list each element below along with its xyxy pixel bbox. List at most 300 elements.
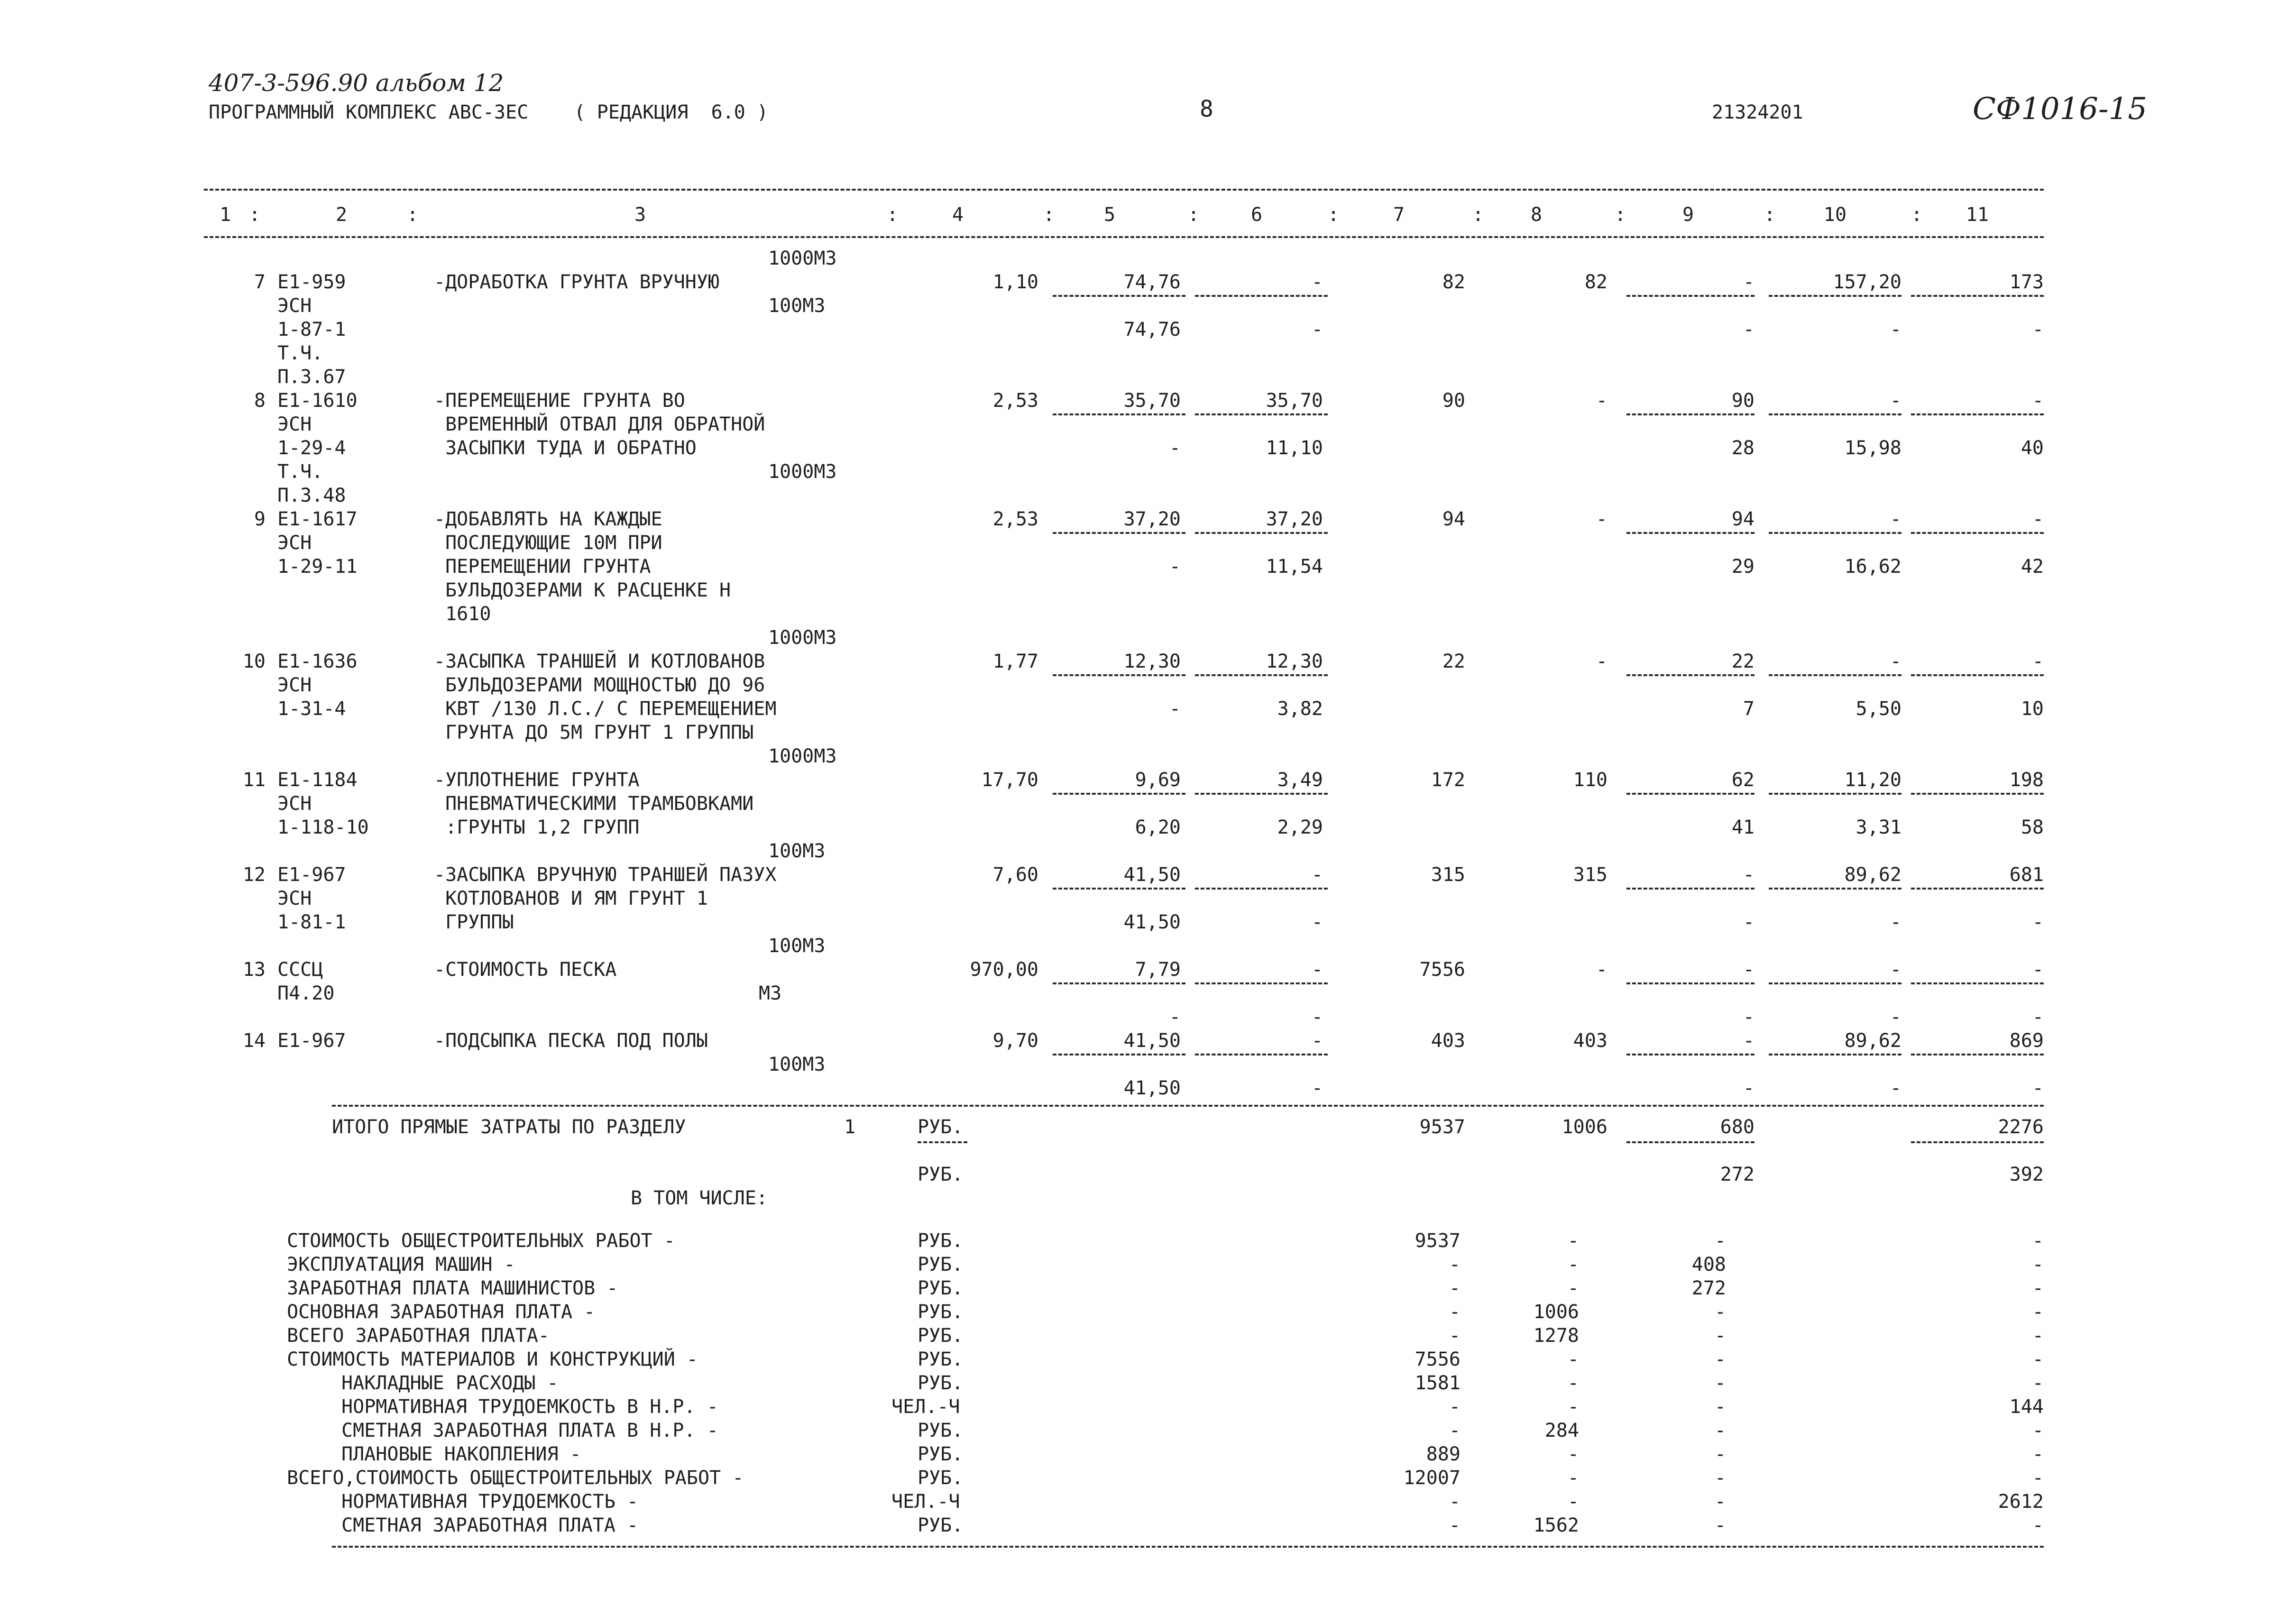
value-c6: - [1311,959,1323,981]
cell-divider [1626,674,1754,676]
value-c5: - [1169,1006,1181,1028]
total-c11: 2276 [1998,1116,2044,1138]
item-description: КВТ /130 Л.С./ С ПЕРЕМЕЩЕНИЕМ [434,698,777,720]
value-c9: - [1743,319,1754,340]
column-separator: : [249,204,261,226]
value-c4: 1,10 [992,271,1038,293]
summary-label: ВСЕГО,СТОИМОСТЬ ОБЩЕСТРОИТЕЛЬНЫХ РАБОТ - [287,1467,744,1489]
column-header-6: 6 [1250,204,1263,226]
value-c8: - [1596,959,1607,981]
item-code: ЭСН [277,532,312,554]
item-description: ГРУППЫ [434,911,514,933]
value-c11: - [2032,1006,2044,1028]
cell-divider [1195,413,1328,415]
column-header-3: 3 [634,204,646,226]
value-c6: 37,20 [1266,508,1323,530]
value-c5: 41,50 [1123,911,1181,933]
item-code: Е1-1617 [277,508,358,530]
value-c6: 12,30 [1266,651,1323,672]
unit-label: М3 [759,982,782,1004]
item-number: 7 [254,271,266,293]
value-c8: 403 [1573,1030,1607,1052]
value-c10: 3,31 [1855,817,1901,838]
item-code: Т.Ч. [277,342,323,364]
summary-c8: - [1567,1443,1579,1465]
summary-unit: РУБ. [918,1301,964,1323]
cell-divider [1626,1054,1754,1055]
value-c6: - [1311,1030,1323,1052]
value-c8: - [1596,651,1607,672]
total-c8: 1006 [1561,1116,1607,1138]
summary-c9: - [1714,1325,1726,1347]
total-c9: 680 [1720,1116,1754,1138]
summary-c7: - [1449,1325,1460,1347]
unit-label: 1000М3 [768,461,837,483]
summary-c9: - [1714,1230,1726,1252]
item-description: :ГРУНТЫ 1,2 ГРУПП [434,817,640,838]
value-c6: 11,10 [1266,437,1323,459]
value-c10: - [1890,1077,1901,1099]
summary-c8: - [1567,1254,1579,1275]
item-description: -ДОРАБОТКА ГРУНТА ВРУЧНУЮ [434,271,720,293]
summary-c11: - [2032,1277,2044,1299]
summary-c9: 272 [1691,1277,1726,1299]
handwritten-stamp: СФ1016-15 [1973,92,2148,127]
cell-divider [1053,888,1185,890]
page-number: 8 [1200,96,1213,122]
cell-divider [1053,532,1185,534]
value-c5: 35,70 [1123,390,1181,412]
item-description: -ЗАСЫПКА ТРАНШЕЙ И КОТЛОВАНОВ [434,651,765,672]
cell-divider [1195,1054,1328,1055]
unit-rub: РУБ. [918,1116,964,1138]
value-c10: 15,98 [1844,437,1901,459]
totals-label: ИТОГО ПРЯМЫЕ ЗАТРАТЫ ПО РАЗДЕЛУ [332,1116,686,1138]
summary-label: НОРМАТИВНАЯ ТРУДОЕМКОСТЬ В Н.Р. - [341,1396,718,1418]
summary-c11: - [2032,1372,2044,1394]
value-c11: - [2032,508,2044,530]
item-code: ЭСН [277,295,312,317]
summary-c8: 1562 [1533,1514,1579,1536]
item-code: 1-29-4 [277,437,346,459]
summary-c7: 7556 [1414,1349,1460,1370]
value-c10: - [1890,959,1901,981]
summary-c11: 2612 [1998,1491,2044,1513]
column-separator: : [407,204,419,226]
column-header-7: 7 [1393,204,1405,226]
value-c9: 62 [1731,769,1754,791]
cell-divider [1626,793,1754,795]
value-c11: 198 [2009,769,2044,791]
value-c11: 173 [2009,271,2044,293]
summary-unit: РУБ. [918,1372,964,1394]
item-code: СССЦ [277,959,323,981]
value-c8: - [1596,390,1607,412]
summary-unit: РУБ. [918,1254,964,1275]
summary-c7: - [1449,1420,1460,1441]
column-separator: : [1472,204,1484,226]
summary-label: СМЕТНАЯ ЗАРАБОТНАЯ ПЛАТА В Н.Р. - [341,1420,718,1441]
column-separator: : [1328,204,1340,226]
value-c4: 7,60 [992,864,1038,886]
value-c11: - [2032,911,2044,933]
item-description: БУЛЬДОЗЕРАМИ К РАСЦЕНКЕ Н [434,579,731,601]
summary-c11: - [2032,1349,2044,1370]
cell-divider [1195,982,1328,984]
value-c5: 9,69 [1135,769,1181,791]
summary-c8: 1006 [1533,1301,1579,1323]
cell-divider [1911,1054,2044,1055]
value-c4: 17,70 [981,769,1038,791]
value-c5: 41,50 [1123,1077,1181,1099]
item-code: Е1-959 [277,271,346,293]
summary-label: СТОИМОСТЬ МАТЕРИАЛОВ И КОНСТРУКЦИЙ - [287,1349,698,1370]
value-c11: 869 [2009,1030,2044,1052]
summary-c9: - [1714,1443,1726,1465]
cell-divider [1769,295,1901,297]
summary-c11: - [2032,1301,2044,1323]
value-c9: - [1743,911,1754,933]
value-c6: 3,49 [1277,769,1323,791]
summary-unit: РУБ. [918,1467,964,1489]
value-c5: - [1169,698,1181,720]
summary-c11: - [2032,1443,2044,1465]
item-description: КОТЛОВАНОВ И ЯМ ГРУНТ 1 [434,888,708,909]
cell-divider [1626,888,1754,890]
value-c11: - [2032,390,2044,412]
cell-divider [1911,793,2044,795]
summary-c7: 1581 [1414,1372,1460,1394]
value-c10: - [1890,319,1901,340]
item-number: 10 [242,651,266,672]
item-description: ПОСЛЕДУЮЩИЕ 10М ПРИ [434,532,662,554]
value-c4: 2,53 [992,390,1038,412]
column-header-11: 11 [1965,204,1989,226]
value-c6: - [1311,864,1323,886]
summary-unit: РУБ. [918,1230,964,1252]
value-c6: 11,54 [1266,556,1323,578]
item-code: Т.Ч. [277,461,323,483]
item-description: -ДОБАВЛЯТЬ НА КАЖДЫЕ [434,508,662,530]
summary-label: НОРМАТИВНАЯ ТРУДОЕМКОСТЬ - [341,1491,639,1513]
summary-c8: - [1567,1277,1579,1299]
value-c6: 3,82 [1277,698,1323,720]
summary-label: СМЕТНАЯ ЗАРАБОТНАЯ ПЛАТА - [341,1514,639,1536]
value-c4: 970,00 [970,959,1038,981]
item-code: ЭСН [277,793,312,815]
item-code: ЭСН [277,413,312,435]
cell-divider [1626,1141,1754,1143]
cell-divider [1195,793,1328,795]
cell-divider [1911,295,2044,297]
value-c11: - [2032,959,2044,981]
item-code: ЭСН [277,888,312,909]
unit-label: 100М3 [768,295,826,317]
value-c5: 6,20 [1135,817,1181,838]
item-description: -ЗАСЫПКА ВРУЧНУЮ ТРАНШЕЙ ПАЗУХ [434,864,777,886]
value-c4: 9,70 [992,1030,1038,1052]
unit-label: 1000М3 [768,248,837,269]
value-c8: 82 [1584,271,1607,293]
value-c11: 681 [2009,864,2044,886]
column-separator: : [887,204,899,226]
value-c8: 110 [1573,769,1607,791]
cell-divider [1195,888,1328,890]
summary-label: НАКЛАДНЫЕ РАСХОДЫ - [341,1372,559,1394]
value-c6: - [1311,319,1323,340]
unit-label: 1000М3 [768,627,837,649]
value-c6: 2,29 [1277,817,1323,838]
summary-c8: - [1567,1396,1579,1418]
summary-label: ПЛАНОВЫЕ НАКОПЛЕНИЯ - [341,1443,581,1465]
cell-divider [1195,532,1328,534]
item-code: П.3.67 [277,366,346,388]
summary-unit: РУБ. [918,1443,964,1465]
total-c11-machinists: 392 [2009,1164,2044,1185]
item-description: ВРЕМЕННЫЙ ОТВАЛ ДЛЯ ОБРАТНОЙ [434,413,765,435]
cell-divider [1626,532,1754,534]
cell-divider [1769,888,1901,890]
item-code: 1-118-10 [277,817,369,838]
column-separator: : [1043,204,1055,226]
cell-divider [1769,413,1901,415]
value-c6: - [1311,911,1323,933]
summary-c8: - [1567,1372,1579,1394]
value-c8: 315 [1573,864,1607,886]
column-header-rule [204,236,2044,238]
summary-c7: 12007 [1403,1467,1460,1489]
summary-c9: - [1714,1349,1726,1370]
summary-c7: - [1449,1254,1460,1275]
summary-unit: РУБ. [918,1325,964,1347]
including-heading: В ТОМ ЧИСЛЕ: [631,1187,768,1209]
item-code: Е1-967 [277,864,346,886]
summary-label: ВСЕГО ЗАРАБОТНАЯ ПЛАТА- [287,1325,550,1347]
summary-c7: - [1449,1301,1460,1323]
summary-c11: - [2032,1254,2044,1275]
value-c4: 1,77 [992,651,1038,672]
summary-c8: - [1567,1467,1579,1489]
summary-c11: - [2032,1514,2044,1536]
summary-unit: РУБ. [918,1277,964,1299]
column-header-8: 8 [1530,204,1543,226]
summary-c9: - [1714,1491,1726,1513]
summary-c9: - [1714,1420,1726,1441]
value-c4: 2,53 [992,508,1038,530]
value-c10: - [1890,508,1901,530]
item-description: -УПЛОТНЕНИЕ ГРУНТА [434,769,640,791]
value-c7: 90 [1442,390,1465,412]
cell-divider [1626,295,1754,297]
value-c11: - [2032,1077,2044,1099]
value-c5: 37,20 [1123,508,1181,530]
section-number: 1 [844,1116,856,1138]
summary-c9: - [1714,1301,1726,1323]
summary-c9: - [1714,1396,1726,1418]
cell-divider [1769,793,1901,795]
item-description: 1610 [434,603,491,625]
item-code: 1-81-1 [277,911,346,933]
unit-rub: РУБ. [918,1164,964,1185]
total-c7: 9537 [1419,1116,1465,1138]
summary-c8: - [1567,1491,1579,1513]
value-c9: 90 [1731,390,1754,412]
value-c9: 28 [1731,437,1754,459]
column-separator: : [1764,204,1776,226]
value-c6: - [1311,271,1323,293]
value-c5: 12,30 [1123,651,1181,672]
cell-divider [1769,1054,1901,1055]
item-description: -ПЕРЕМЕЩЕНИЕ ГРУНТА ВО [434,390,685,412]
item-number: 13 [242,959,266,981]
value-c5: - [1169,556,1181,578]
item-code: 1-31-4 [277,698,346,720]
item-code: Е1-1636 [277,651,358,672]
item-code: 1-87-1 [277,319,346,340]
summary-unit: ЧЕЛ.-Ч [891,1491,960,1513]
cell-divider [1195,295,1328,297]
item-description: ЗАСЫПКИ ТУДА И ОБРАТНО [434,437,697,459]
totals-rule [332,1105,2044,1107]
value-c7: 22 [1442,651,1465,672]
item-number: 11 [242,769,266,791]
total-c9-machinists: 272 [1720,1164,1754,1185]
column-header-9: 9 [1682,204,1694,226]
item-code: Е1-1184 [277,769,358,791]
value-c9: - [1743,271,1754,293]
value-c11: 58 [2020,817,2044,838]
cell-divider [1911,413,2044,415]
value-c11: - [2032,319,2044,340]
item-number: 12 [242,864,266,886]
column-header-2: 2 [335,204,348,226]
value-c6: - [1311,1006,1323,1028]
cell-divider [1053,1054,1185,1055]
value-c6: - [1311,1077,1323,1099]
cell-divider [1911,532,2044,534]
value-c8: - [1596,508,1607,530]
summary-c8: - [1567,1230,1579,1252]
cell-divider [918,1141,967,1143]
summary-c7: 9537 [1414,1230,1460,1252]
value-c5: 74,76 [1123,271,1181,293]
program-title: ПРОГРАММНЫЙ КОМПЛЕКС АВС-3ЕС ( РЕДАКЦИЯ 6.0 ) [209,101,769,123]
value-c5: 41,50 [1123,864,1181,886]
value-c10: 5,50 [1855,698,1901,720]
item-description: ПЕРЕМЕЩЕНИИ ГРУНТА [434,556,651,578]
value-c9: 7 [1743,698,1754,720]
value-c5: 41,50 [1123,1030,1181,1052]
summary-label: ЭКСПЛУАТАЦИЯ МАШИН - [287,1254,515,1275]
value-c9: - [1743,959,1754,981]
value-c10: - [1890,911,1901,933]
value-c10: 16,62 [1844,556,1901,578]
value-c10: 89,62 [1844,864,1901,886]
summary-c7: - [1449,1396,1460,1418]
value-c5: 74,76 [1123,319,1181,340]
cell-divider [1053,674,1185,676]
value-c9: 94 [1731,508,1754,530]
summary-unit: ЧЕЛ.-Ч [891,1396,960,1418]
cell-divider [1769,532,1901,534]
value-c11: 42 [2020,556,2044,578]
value-c10: 89,62 [1844,1030,1901,1052]
value-c5: - [1169,437,1181,459]
cell-divider [1053,295,1185,297]
value-c9: - [1743,1006,1754,1028]
document-code: 21324201 [1712,101,1803,123]
cell-divider [1626,413,1754,415]
cell-divider [1769,982,1901,984]
value-c6: 35,70 [1266,390,1323,412]
item-description: ГРУНТА ДО 5М ГРУНТ 1 ГРУППЫ [434,722,754,743]
item-code: Е1-967 [277,1030,346,1052]
item-code: П.3.48 [277,485,346,506]
cell-divider [1769,674,1901,676]
cell-divider [1195,674,1328,676]
summary-c11: - [2032,1325,2044,1347]
summary-c8: - [1567,1349,1579,1370]
unit-label: 100М3 [768,1054,826,1075]
value-c10: 11,20 [1844,769,1901,791]
column-header-1: 1 [219,204,231,226]
item-number: 9 [254,508,266,530]
item-code: П4.20 [277,982,335,1004]
summary-c9: 408 [1691,1254,1726,1275]
summary-c9: - [1714,1467,1726,1489]
value-c9: - [1743,864,1754,886]
value-c10: - [1890,1006,1901,1028]
item-description: ПНЕВМАТИЧЕСКИМИ ТРАМБОВКАМИ [434,793,754,815]
item-code: 1-29-11 [277,556,358,578]
column-header-4: 4 [952,204,964,226]
column-header-5: 5 [1103,204,1116,226]
summary-c11: 144 [2009,1396,2044,1418]
table-top-rule [204,189,2044,191]
item-description: -ПОДСЫПКА ПЕСКА ПОД ПОЛЫ [434,1030,708,1052]
value-c11: 10 [2020,698,2044,720]
summary-c7: - [1449,1491,1460,1513]
unit-label: 100М3 [768,935,826,957]
item-number: 8 [254,390,266,412]
summary-c9: - [1714,1514,1726,1536]
cell-divider [1626,982,1754,984]
value-c10: 157,20 [1833,271,1901,293]
summary-c11: - [2032,1230,2044,1252]
summary-c11: - [2032,1420,2044,1441]
value-c9: - [1743,1077,1754,1099]
summary-unit: РУБ. [918,1420,964,1441]
value-c9: 29 [1731,556,1754,578]
column-separator: : [1615,204,1626,226]
album-reference: 407-3-596.90 альбом 12 [209,69,504,97]
summary-unit: РУБ. [918,1514,964,1536]
value-c7: 172 [1431,769,1465,791]
table-bottom-rule [332,1546,2044,1548]
column-separator: : [1911,204,1923,226]
cell-divider [1053,413,1185,415]
value-c11: - [2032,651,2044,672]
summary-c11: - [2032,1467,2044,1489]
value-c7: 82 [1442,271,1465,293]
summary-label: ЗАРАБОТНАЯ ПЛАТА МАШИНИСТОВ - [287,1277,618,1299]
summary-unit: РУБ. [918,1349,964,1370]
value-c7: 7556 [1419,959,1465,981]
item-description: -СТОИМОСТЬ ПЕСКА [434,959,617,981]
value-c10: - [1890,651,1901,672]
summary-label: ОСНОВНАЯ ЗАРАБОТНАЯ ПЛАТА - [287,1301,596,1323]
value-c9: - [1743,1030,1754,1052]
